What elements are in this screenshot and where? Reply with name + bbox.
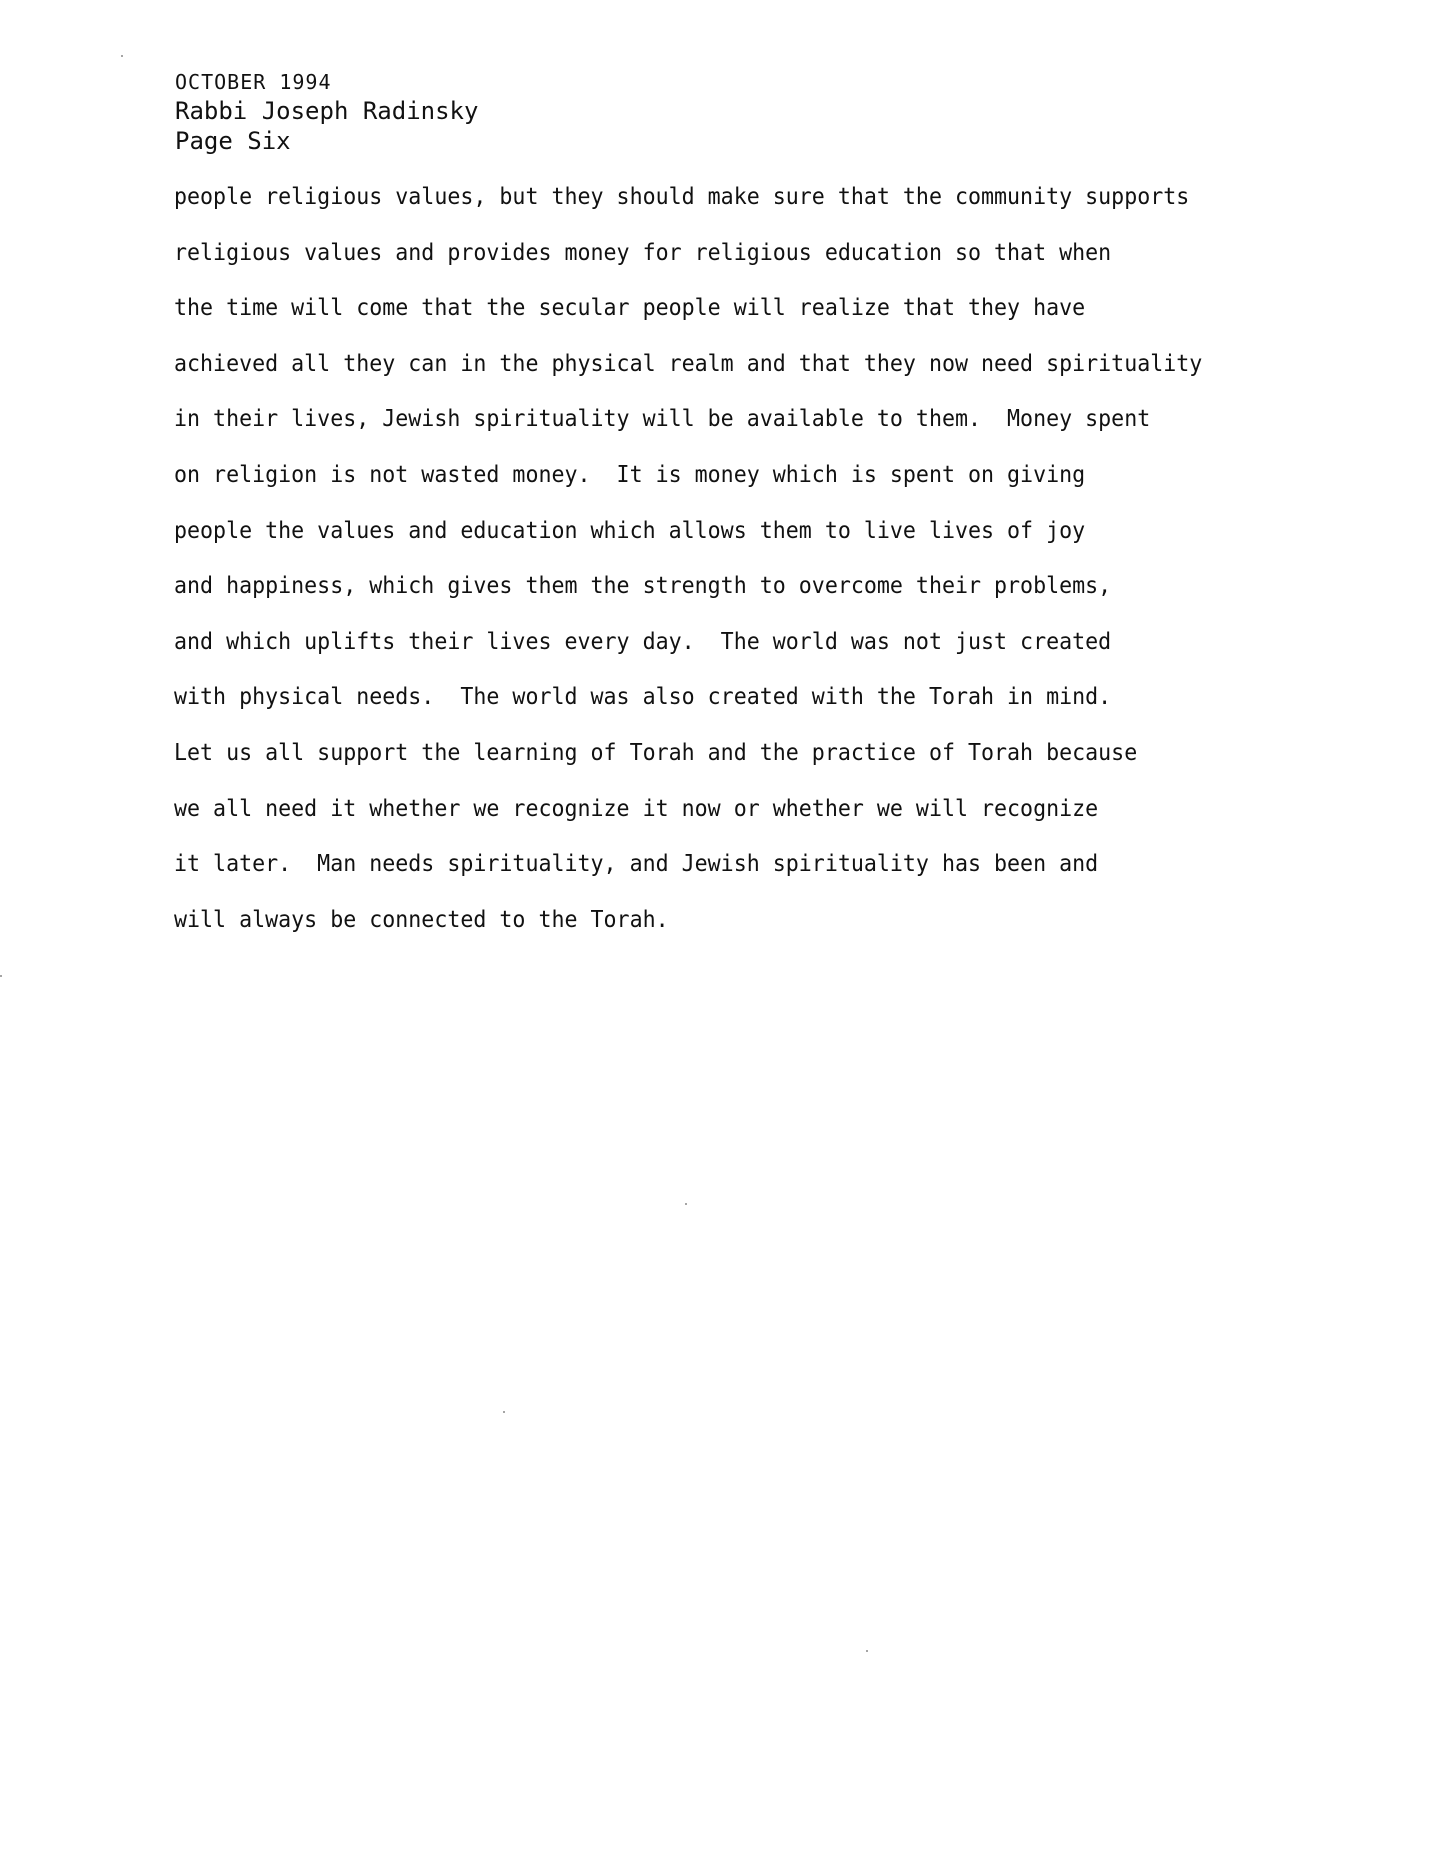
- text-line: people the values and education which allows them to live lives of joy: [174, 517, 1086, 544]
- header-page-number: Page Six: [175, 127, 291, 155]
- header-date: OCTOBER 1994: [175, 70, 332, 94]
- body-paragraph: [174, 170, 1274, 948]
- text-line: with physical needs. The world was also created with the Torah in mind.: [174, 684, 1112, 711]
- scan-speck: [0, 975, 2, 977]
- scan-speck: [121, 55, 123, 57]
- text-line: will always be connected to the Torah.: [174, 906, 669, 933]
- text-line: and which uplifts their lives every day. The world was not just created: [174, 628, 1112, 655]
- text-line: achieved all they can in the physical realm and that they now need spirituality: [174, 350, 1203, 377]
- text-line: the time will come that the secular people will realize that they have: [174, 295, 1086, 322]
- text-line: we all need it whether we recognize it now or whether we will recognize: [174, 795, 1099, 822]
- text-line: it later. Man needs spirituality, and Jewish spirituality has been and: [174, 851, 1099, 878]
- header-author: Rabbi Joseph Radinsky: [175, 97, 479, 125]
- text-line: in their lives, Jewish spirituality will be available to them. Money spent: [174, 406, 1151, 433]
- scan-speck: [866, 1650, 868, 1652]
- text-line: Let us all support the learning of Torah and the practice of Torah because: [174, 739, 1138, 766]
- scan-speck: [685, 1203, 687, 1205]
- text-line: on religion is not wasted money. It is money which is spent on giving: [174, 461, 1086, 488]
- page-header: [175, 68, 478, 156]
- text-line: religious values and provides money for religious education so that when: [174, 239, 1112, 266]
- scan-speck: [503, 1411, 505, 1413]
- text-line: and happiness, which gives them the strength to overcome their problems,: [174, 573, 1112, 600]
- text-line: people religious values, but they should make sure that the community supports: [174, 184, 1190, 210]
